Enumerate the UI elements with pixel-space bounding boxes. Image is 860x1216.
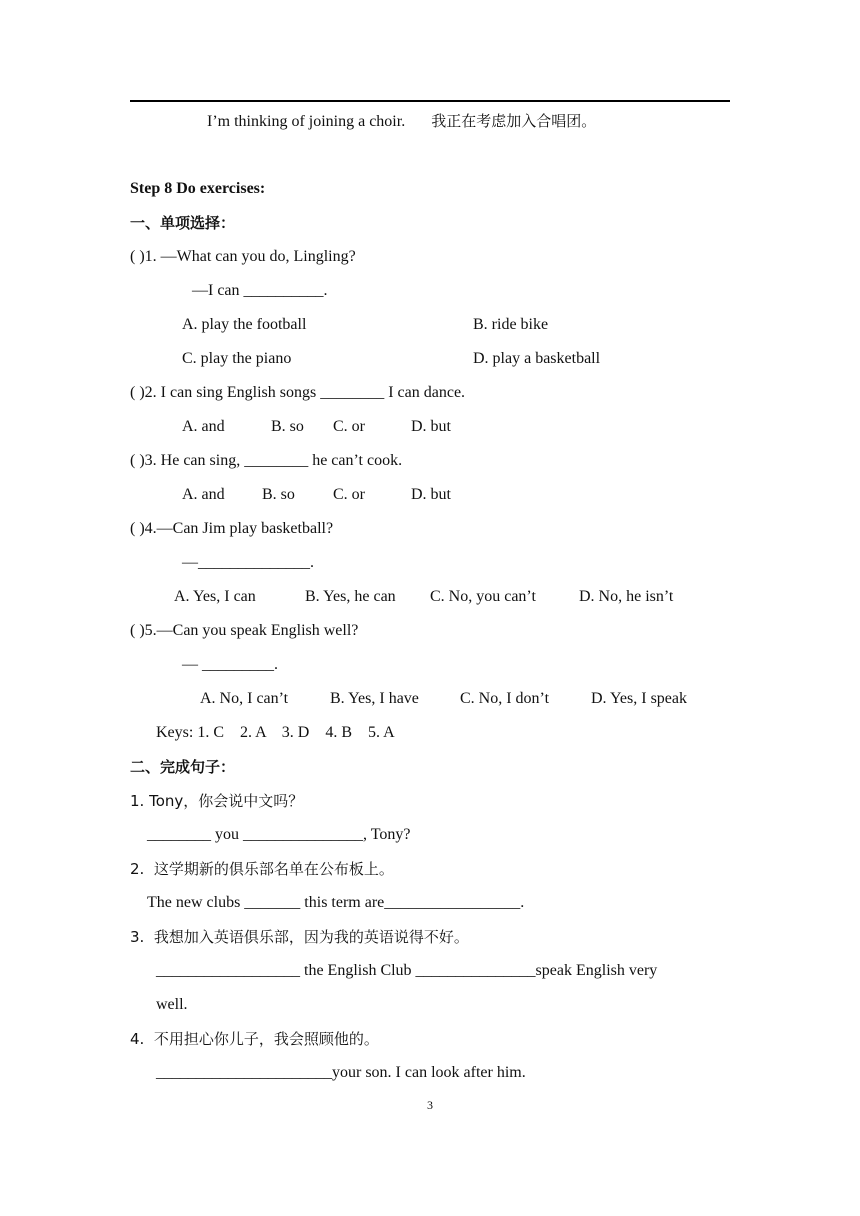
q3-option-b: B. so: [262, 486, 295, 503]
q4-option-d: D. No, he isn’t: [579, 588, 674, 605]
q4-stem: ( )4.—Can Jim play basketball?: [130, 520, 334, 537]
s4-english: ______________________your son. I can look after him.: [156, 1064, 526, 1081]
q2-option-d: D. but: [411, 418, 451, 435]
s1-english: ________ you _______________, Tony?: [147, 826, 411, 843]
s3-english-cont: well.: [156, 996, 188, 1013]
q5-answer-line: — _________.: [182, 656, 278, 673]
q1-option-b: B. ride bike: [473, 316, 549, 333]
answer-keys: Keys: 1. C 2. A 3. D 4. B 5. A: [156, 724, 395, 741]
q1-stem: ( )1. —What can you do, Lingling?: [130, 248, 356, 265]
s1-chinese: 1. Tony，你会说中文吗？: [130, 792, 304, 810]
s2-chinese: 2. 这学期新的俱乐部名单在公布板上。: [130, 860, 394, 878]
q2-option-b: B. so: [271, 418, 304, 435]
q1-answer-line: —I can __________.: [192, 282, 328, 299]
step-title: Step 8 Do exercises:: [130, 180, 266, 197]
q4-answer-line: —______________.: [182, 554, 314, 571]
q2-stem: ( )2. I can sing English songs ________ I can dance.: [130, 384, 466, 401]
top-rule: [130, 100, 730, 102]
q3-stem: ( )3. He can sing, ________ he can’t cook.: [130, 452, 403, 469]
q5-option-a: A. No, I can’t: [200, 690, 289, 707]
q3-option-a: A. and: [182, 486, 225, 503]
q4-option-b: B. Yes, he can: [305, 588, 396, 605]
q4-option-a: A. Yes, I can: [174, 588, 256, 605]
q5-option-d: D. Yes, I speak: [591, 690, 687, 707]
s3-chinese: 3. 我想加入英语俱乐部，因为我的英语说得不好。: [130, 928, 469, 946]
q5-option-c: C. No, I don’t: [460, 690, 550, 707]
header-sentence-zh: 我正在考虑加入合唱团。: [431, 112, 597, 130]
page-number: 3: [427, 1098, 433, 1112]
header-sentence-en: I’m thinking of joining a choir.: [207, 113, 406, 130]
q1-option-c: C. play the piano: [182, 350, 292, 367]
q2-option-a: A. and: [182, 418, 225, 435]
s3-english: __________________ the English Club _______________speak English very: [156, 962, 658, 979]
q5-option-b: B. Yes, I have: [330, 690, 419, 707]
s4-chinese: 4. 不用担心你儿子，我会照顾他的。: [130, 1030, 379, 1048]
q1-option-a: A. play the football: [182, 316, 307, 333]
q2-option-c: C. or: [333, 418, 365, 435]
q5-stem: ( )5.—Can you speak English well?: [130, 622, 359, 639]
q4-option-c: C. No, you can’t: [430, 588, 536, 605]
section1-title: 一、单项选择：: [130, 214, 236, 232]
q1-option-d: D. play a basketball: [473, 350, 601, 367]
q3-option-c: C. or: [333, 486, 365, 503]
header-sentence: [207, 111, 596, 132]
q3-option-d: D. but: [411, 486, 451, 503]
section2-title: 二、完成句子：: [130, 758, 236, 776]
s2-english: The new clubs _______ this term are_________________.: [147, 894, 525, 911]
